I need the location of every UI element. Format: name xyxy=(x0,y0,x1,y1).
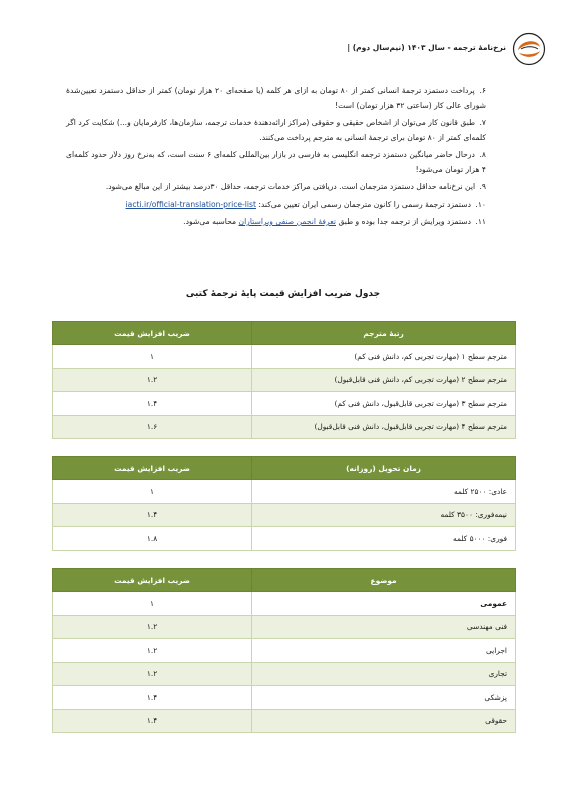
tables-title: جدول ضریب افزایش قیمت پایهٔ ترجمهٔ کتبی xyxy=(185,289,381,299)
table-cell: ۱.۸ xyxy=(53,527,252,551)
note-item xyxy=(66,116,486,145)
table-row xyxy=(53,686,516,710)
table-cell: ۱ xyxy=(53,480,252,504)
note-item xyxy=(66,198,486,213)
table-row xyxy=(53,345,516,369)
table-cell: پزشکی xyxy=(252,686,516,710)
table-cell: فنی مهندسی xyxy=(252,615,516,639)
table-cell: عمومی xyxy=(252,592,516,616)
table-cell: ۱.۲ xyxy=(53,368,252,392)
table-cell: عادی: ۲۵۰۰ کلمه xyxy=(252,480,516,504)
table-header-row xyxy=(53,457,516,480)
note-number: ۶. xyxy=(479,86,486,95)
note-number: ۱۱. xyxy=(475,217,486,226)
table-cell: ۱.۴ xyxy=(53,503,252,527)
table-cell: ۱ xyxy=(53,592,252,616)
table-cell: اجرایی xyxy=(252,639,516,663)
note-item xyxy=(66,148,486,177)
column-header: زمان تحویل (روزانه) xyxy=(252,457,516,480)
table-cell: ۱.۴ xyxy=(53,709,252,733)
note-text: دستمزد ویرایش از ترجمه جدا بوده و طبق xyxy=(338,217,471,226)
table-row xyxy=(53,592,516,616)
table-cell: ۱.۲ xyxy=(53,639,252,663)
note-text: این نرخ‌نامه حداقل دستمزد مترجمان است. دریافتی مراکز خدمات ترجمه، حداقل ۳۰درصد بیشتر از این مبالغ می‌شود. xyxy=(105,182,476,191)
table-row xyxy=(53,527,516,551)
table-cell: مترجم سطح ۲ (مهارت تجربی کم، دانش فنی قابل‌قبول) xyxy=(252,368,516,392)
table-cell: ۱.۲ xyxy=(53,662,252,686)
table-cell: مترجم سطح ۳ (مهارت تجربی قابل‌قبول، دانش فنی کم) xyxy=(252,392,516,416)
note-item xyxy=(66,180,486,195)
page-header xyxy=(60,32,546,66)
table-cell: ۱ xyxy=(53,345,252,369)
subject-table xyxy=(52,568,516,733)
translator-rank-table xyxy=(52,321,516,439)
table-row xyxy=(53,368,516,392)
note-text: محاسبه می‌شود. xyxy=(183,217,237,226)
table-cell: ۱.۴ xyxy=(53,392,252,416)
note-number: ۸. xyxy=(479,150,486,159)
note-text: پرداخت دستمزد ترجمهٔ انسانی کمتر از ۸۰ تومان به ازای هر کلمه (یا صفحه‌ای ۲۰ هزار تومان) کمتر از حداقل دستمزد تعیین‌شدهٔ شورای عالی کار (ساعتی ۳۲ هزار تومان) است! xyxy=(66,86,486,110)
table-cell: حقوقی xyxy=(252,709,516,733)
column-header: ضریب افزایش قیمت xyxy=(53,322,252,345)
table-header-row xyxy=(53,569,516,592)
header-title: نرخ‌نامهٔ ترجمه - سال ۱۴۰۳ (نیم‌سال دوم) | xyxy=(347,43,506,52)
official-price-list-link[interactable]: iacti.ir/official-translation-price-list xyxy=(125,199,256,209)
note-item xyxy=(66,84,486,113)
translators-association-logo-icon xyxy=(512,32,546,66)
table-cell: تجاری xyxy=(252,662,516,686)
table-cell: ۱.۲ xyxy=(53,615,252,639)
delivery-time-table xyxy=(52,456,516,551)
note-number: ۹. xyxy=(479,182,486,191)
table-cell: مترجم سطح ۱ (مهارت تجربی کم، دانش فنی کم) xyxy=(252,345,516,369)
table-row xyxy=(53,709,516,733)
notes-list xyxy=(66,84,486,233)
note-text: درحال حاضر میانگین دستمزد ترجمه انگلیسی به فارسی در بازار بین‌المللی کلمه‌ای ۶ سنت است، که به‌نرخ روز دلار حدود کلمه‌ای ۴ هزار تومان می‌شود! xyxy=(66,150,486,174)
editors-tariff-link[interactable]: تعرفهٔ انجمن صنفی ویراستاران xyxy=(238,217,337,226)
note-text: طبق قانون کار می‌توان از اشخاص حقیقی و حقوقی (مراکز ارائه‌دهندهٔ خدمات ترجمه، سازمان‌ها، کارفرمایان و...) شکایت کرد اگر کلمه‌ای کمتر از ۸۰ تومان برای ترجمهٔ انسانی به مترجم پرداخت می‌کنند. xyxy=(66,118,486,142)
table-row xyxy=(53,662,516,686)
table-cell: مترجم سطح ۴ (مهارت تجربی قابل‌قبول، دانش فنی قابل‌قبول) xyxy=(252,415,516,439)
note-item xyxy=(66,215,486,230)
table-cell: نیمه‌فوری: ۳۵۰۰ کلمه xyxy=(252,503,516,527)
column-header: موضوع xyxy=(252,569,516,592)
column-header: رتبهٔ مترجم xyxy=(252,322,516,345)
table-row xyxy=(53,615,516,639)
table-cell: ۱.۴ xyxy=(53,686,252,710)
note-number: ۷. xyxy=(479,118,486,127)
note-number: ۱۰. xyxy=(475,199,486,209)
table-row xyxy=(53,392,516,416)
column-header: ضریب افزایش قیمت xyxy=(53,457,252,480)
table-row xyxy=(53,415,516,439)
table-row xyxy=(53,639,516,663)
note-text: دستمزد ترجمهٔ رسمی را کانون مترجمان رسمی ایران تعیین می‌کند: xyxy=(258,199,471,209)
table-row xyxy=(53,503,516,527)
table-cell: فوری: ۵۰۰۰ کلمه xyxy=(252,527,516,551)
table-row xyxy=(53,480,516,504)
table-header-row xyxy=(53,322,516,345)
column-header: ضریب افزایش قیمت xyxy=(53,569,252,592)
table-cell: ۱.۶ xyxy=(53,415,252,439)
